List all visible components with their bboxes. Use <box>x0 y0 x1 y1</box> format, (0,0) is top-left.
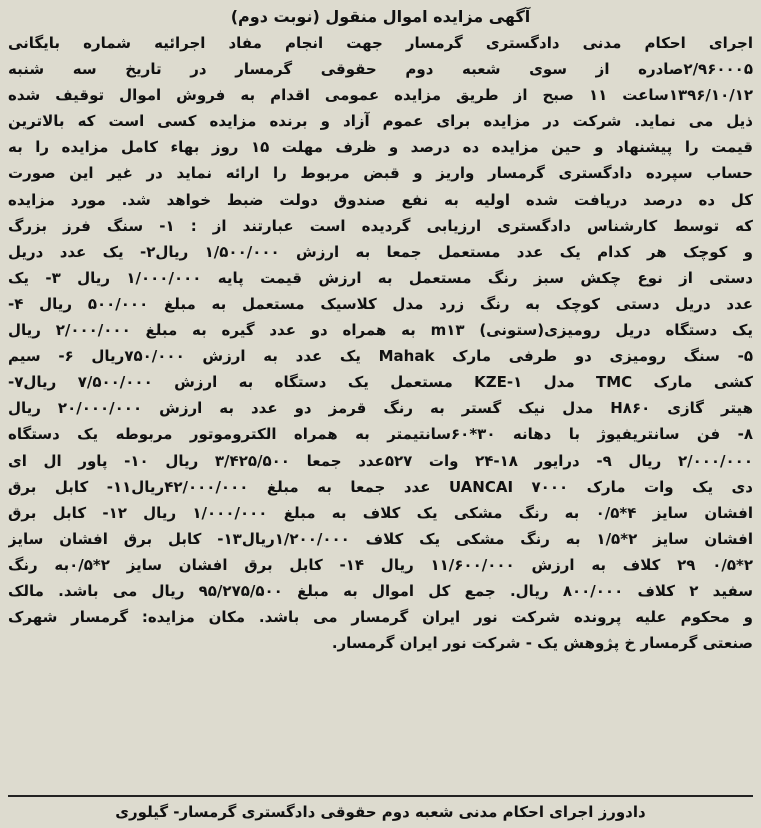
notice-line-2: ۲/۹۶۰۰۰۵صادره از سوی شعبه دوم حقوقی گرمسار در تاریخ سه شنبه <box>8 60 753 79</box>
notice-line-3: ۱۳۹۶/۱۰/۱۲ساعت ۱۱ صبح از طریق مزایده عمومی اقدام به فروش اموال توقیف شده <box>8 86 753 105</box>
notice-line-12: یک دستگاه دریل رومیزی(ستونی) m۱۳ به همراه دو عدد گیره به مبلغ ۲/۰۰۰/۰۰۰ ریال <box>8 321 753 340</box>
notice-body <box>8 30 753 656</box>
notice-line-15: هیتر گازی H۸۶۰ مدل نیک گستر به رنگ قرمز دو عدد به ارزش ۲۰/۰۰۰/۰۰۰ ریال <box>8 399 753 418</box>
notice-line-24: صنعتی گرمسار خ پژوهش یک - شرکت نور ایران گرمسار. <box>331 634 753 653</box>
notice-line-21: ۲*۰/۵ ۲۹ کلاف به ارزش ۱۱/۶۰۰/۰۰۰ ریال ۱۴- کابل برق افشان سایز ۲*۰/۵به رنگ <box>8 555 753 574</box>
notice-line-8: که توسط کارشناس دادگستری ارزیابی گردیده است عبارتند از : ۱- سنگ فرز بزرگ <box>8 216 753 235</box>
notice-title: آگهی مزایده اموال منقول (نوبت دوم) <box>230 7 531 26</box>
notice-line-10: دستی از نوع چکش سبز رنگ مستعمل به ارزش قیمت پایه ۱/۰۰۰/۰۰۰ ریال ۳- یک <box>8 268 753 287</box>
notice-line-9: و کوچک هر کدام یک عدد مستعمل جمعا به ارزش ۱/۵۰۰/۰۰۰ ریال۲- یک عدد دریل <box>8 242 753 261</box>
notice-line-23: و محکوم علیه پرونده شرکت نور ایران گرمسار می باشد. مکان مزایده: گرمسار شهرک <box>8 608 753 627</box>
notice-line-11: عدد دریل دستی کوچک به رنگ زرد مدل کلاسیک مستعمل به مبلغ ۵۰۰/۰۰۰ ریال ۴- <box>8 294 753 313</box>
notice-line-1: اجرای احکام مدنی دادگستری گرمسار جهت انجام مفاد اجرائیه شماره بایگانی <box>8 34 753 52</box>
notice-line-19: افشان سایز ۴*۰/۵ به رنگ مشکی یک کلاف به مبلغ ۱/۰۰۰/۰۰۰ ریال ۱۲- کابل برق <box>8 503 753 522</box>
notice-line-18: دی یک وات مارک UANCAI ۷۰۰۰ عدد جمعا به مبلغ ۴۲/۰۰۰/۰۰۰ریال۱۱- کابل برق <box>8 477 753 496</box>
notice-line-14: کشی مارک TMC مدل KZE-۱ مستعمل یک دستگاه به ارزش ۷/۵۰۰/۰۰۰ ریال۷- <box>8 373 753 392</box>
notice-line-20: افشان سایز ۲*۱/۵ به رنگ مشکی یک کلاف ۱/۲۰۰/۰۰۰ریال۱۳- کابل برق افشان سایز <box>8 529 753 548</box>
notice-line-16: ۸- فن سانتریفیوژ با دهانه ۳۰*۶۰سانتیمتر به همراه الکتروموتور مربوطه یک دستگاه <box>8 425 753 444</box>
notice-signature: دادورز اجرای احکام مدنی شعبه دوم حقوقی دادگستری گرمسار- گیلوری <box>8 795 753 824</box>
notice-line-5: قیمت را پیشنهاد و حین مزایده ده درصد و ظرف مهلت ۱۵ روز بهاء کامل مزایده را به <box>8 138 753 157</box>
notice-line-22: سفید ۲ کلاف ۸۰۰/۰۰۰ ریال. جمع کل اموال به مبلغ ۹۵/۲۷۵/۵۰۰ ریال می باشد. مالک <box>8 581 753 600</box>
notice-line-7: کل ده درصد دریافت شده اولیه به نفع صندوق دولت ضبط خواهد شد. مورد مزایده <box>8 190 753 209</box>
notice-line-13: ۵- سنگ رومیزی دو طرفی مارک Mahak یک عدد به ارزش ۷۵۰/۰۰۰ریال ۶- سیم <box>8 347 753 366</box>
notice-line-4: ذیل می نماید. شرکت در مزایده برای عموم آزاد و برنده مزایده کسی است که بالاترین <box>8 112 753 131</box>
notice-line-17: ۲/۰۰۰/۰۰۰ ریال ۹- درایور ۱۸-۲۴ وات ۵۲۷عدد جمعا ۳/۴۲۵/۵۰۰ ریال ۱۰- پاور ال ای <box>8 451 753 470</box>
notice-line-6: حساب سپرده دادگستری گرمسار واریز و قبض مربوط را ارائه نماید در غیر این صورت <box>8 164 753 183</box>
